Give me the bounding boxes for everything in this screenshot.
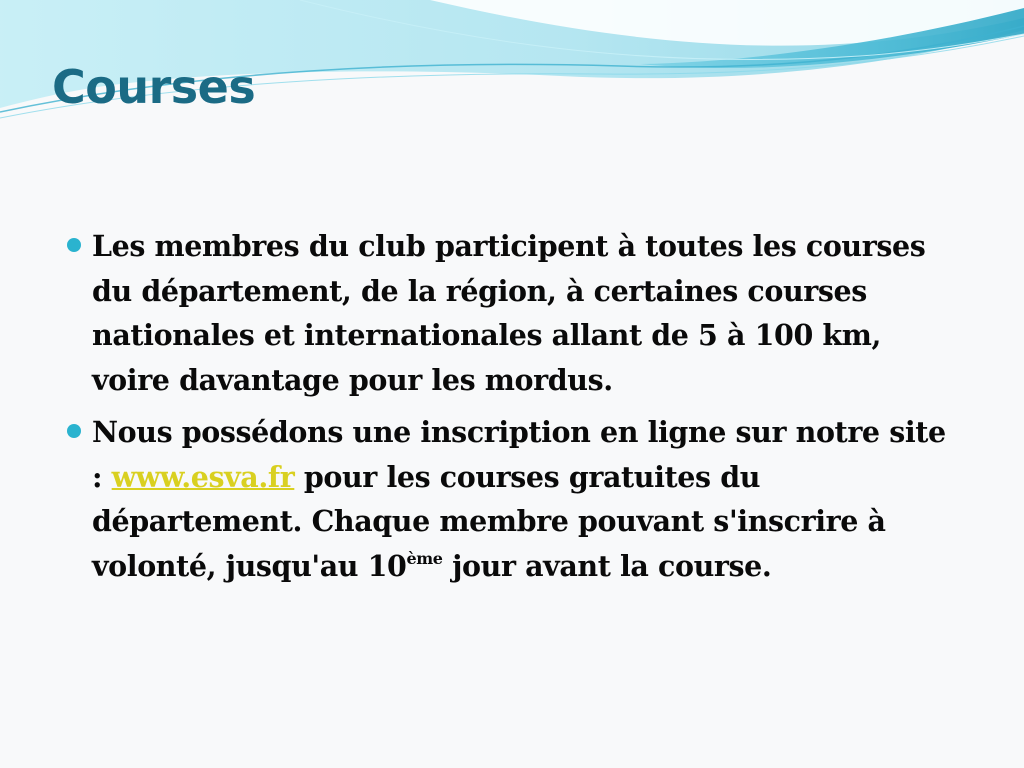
slide-title: Courses xyxy=(52,60,256,114)
bullet-text-part2: pour les courses gratuites du département. Chaque membre pouvant s'inscrire à volonté, jusqu'au 10 xyxy=(92,459,886,583)
bullet-item-1 xyxy=(62,224,962,402)
bullet-dot-icon xyxy=(67,424,81,438)
bullet-item-2 xyxy=(62,410,962,588)
bullet-list xyxy=(62,224,962,596)
ordinal-superscript: ème xyxy=(406,548,443,568)
bullet-text-part1: Nous possédons une inscription en ligne sur notre site : xyxy=(92,415,946,494)
bullet-text: Les membres du club participent à toutes les courses du département, de la région, à certaines courses nationales et internationales allant de 5 à 100 km, voire davantage pour les mordus. xyxy=(92,229,926,397)
bullet-text-part3: jour avant la course. xyxy=(442,548,772,583)
bullet-dot-icon xyxy=(67,238,81,252)
website-link[interactable]: www.esva.fr xyxy=(111,459,295,494)
